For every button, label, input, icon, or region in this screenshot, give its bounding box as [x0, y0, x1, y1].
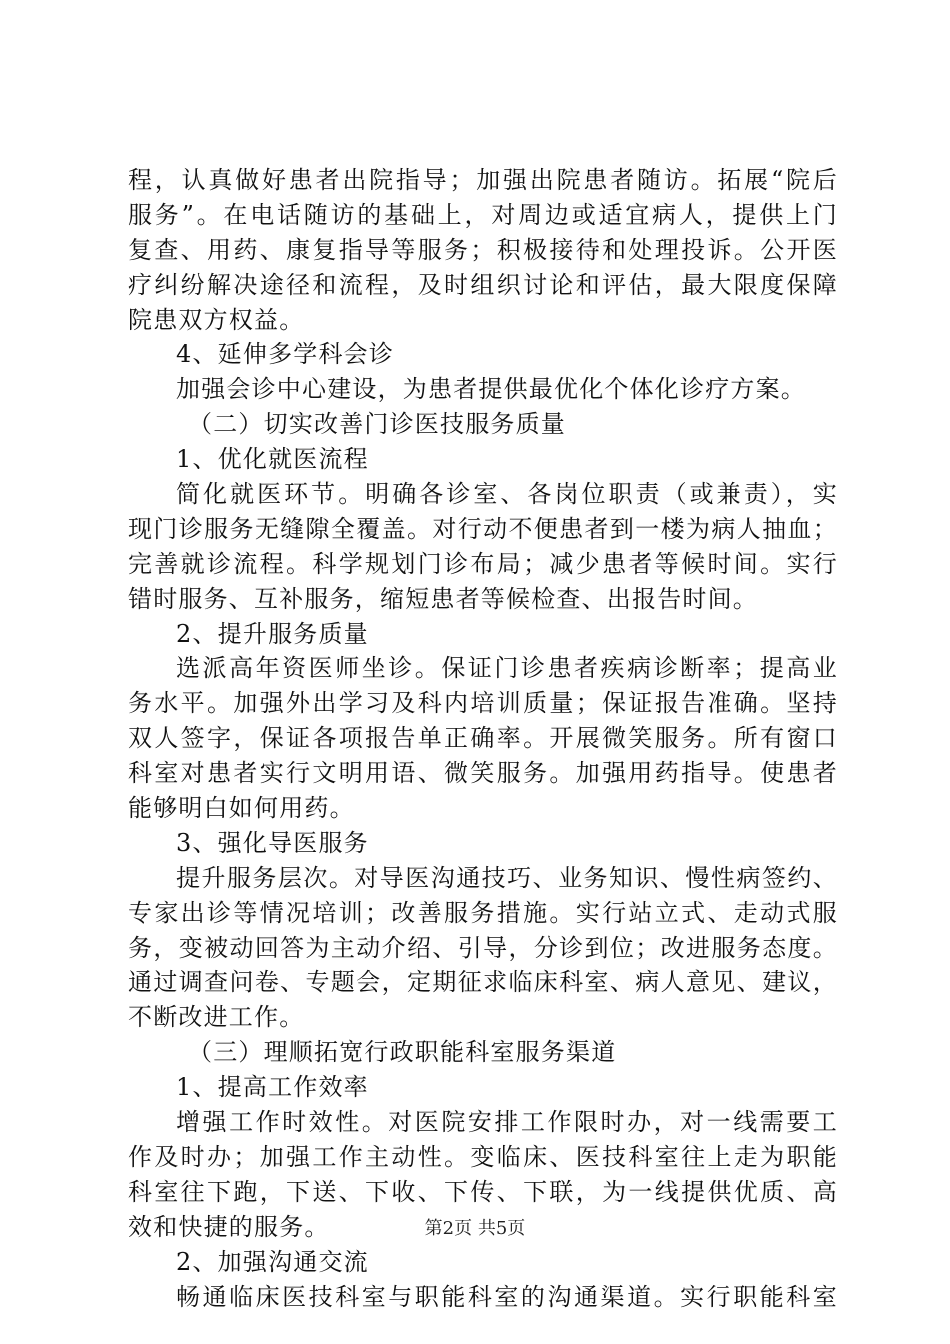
- text-line: 加强会诊中心建设，为患者提供最优化个体化诊疗方案。: [176, 375, 806, 404]
- text-line: 复查、用药、康复指导等服务；积极接待和处理投诉。公开医: [128, 235, 838, 264]
- text-line: 完善就诊流程。科学规划门诊布局；减少患者等候时间。实行: [128, 549, 838, 578]
- text-line: 简化就医环节。明确各诊室、各岗位职责（或兼责），实: [176, 480, 838, 509]
- section-heading: （二）切实改善门诊医技服务质量: [188, 410, 566, 439]
- text-line: 作及时办；加强工作主动性。变临床、医技科室往上走为职能: [128, 1142, 838, 1171]
- text-line: 双人签字，保证各项报告单正确率。开展微笑服务。所有窗口: [128, 724, 838, 753]
- section-heading: 4、延伸多学科会诊: [176, 340, 395, 369]
- text-line: 能够明白如何用药。: [128, 794, 355, 823]
- document-body: [128, 163, 838, 1314]
- text-line: 效和快捷的服务。: [128, 1212, 330, 1241]
- text-line: 疗纠纷解决途径和流程，及时组织讨论和评估，最大限度保障: [128, 270, 838, 299]
- text-line: 通过调查问卷、专题会，定期征求临床科室、病人意见、建议，: [128, 968, 838, 997]
- text-line: 务，变被动回答为主动介绍、引导，分诊到位；改进服务态度。: [128, 933, 838, 962]
- section-heading: 1、提高工作效率: [176, 1073, 369, 1102]
- text-line: 服务”。在电话随访的基础上，对周边或适宜病人，提供上门: [128, 200, 838, 229]
- text-line: 专家出诊等情况培训；改善服务措施。实行站立式、走动式服: [128, 898, 838, 927]
- text-line: 现门诊服务无缝隙全覆盖。对行动不便患者到一楼为病人抽血；: [128, 514, 838, 543]
- text-line: 提升服务层次。对导医沟通技巧、业务知识、慢性病签约、: [176, 863, 838, 892]
- text-line: 选派高年资医师坐诊。保证门诊患者疾病诊断率；提高业: [176, 654, 838, 683]
- text-line: 畅通临床医技科室与职能科室的沟通渠道。实行职能科室: [176, 1282, 838, 1311]
- section-heading: 1、优化就医流程: [176, 445, 369, 474]
- text-line: 科室对患者实行文明用语、微笑服务。加强用药指导。使患者: [128, 759, 838, 788]
- text-line: 错时服务、互补服务，缩短患者等候检查、出报告时间。: [128, 584, 758, 613]
- section-heading: 2、提升服务质量: [176, 619, 369, 648]
- text-line: 增强工作时效性。对医院安排工作限时办，对一线需要工: [176, 1108, 838, 1137]
- text-line: 不断改进工作。: [128, 1003, 305, 1032]
- section-heading: 2、加强沟通交流: [176, 1247, 369, 1276]
- text-line: 科室往下跑，下送、下收、下传、下联，为一线提供优质、高: [128, 1177, 838, 1206]
- text-line: 院患双方权益。: [128, 305, 305, 334]
- text-line: 务水平。加强外出学习及科内培训质量；保证报告准确。坚持: [128, 689, 838, 718]
- section-heading: （三）理顺拓宽行政职能科室服务渠道: [188, 1038, 617, 1067]
- section-heading: 3、强化导医服务: [176, 828, 369, 857]
- page-footer: 第2页 共5页: [424, 1218, 526, 1239]
- text-line: 程，认真做好患者出院指导；加强出院患者随访。拓展“院后: [128, 166, 838, 194]
